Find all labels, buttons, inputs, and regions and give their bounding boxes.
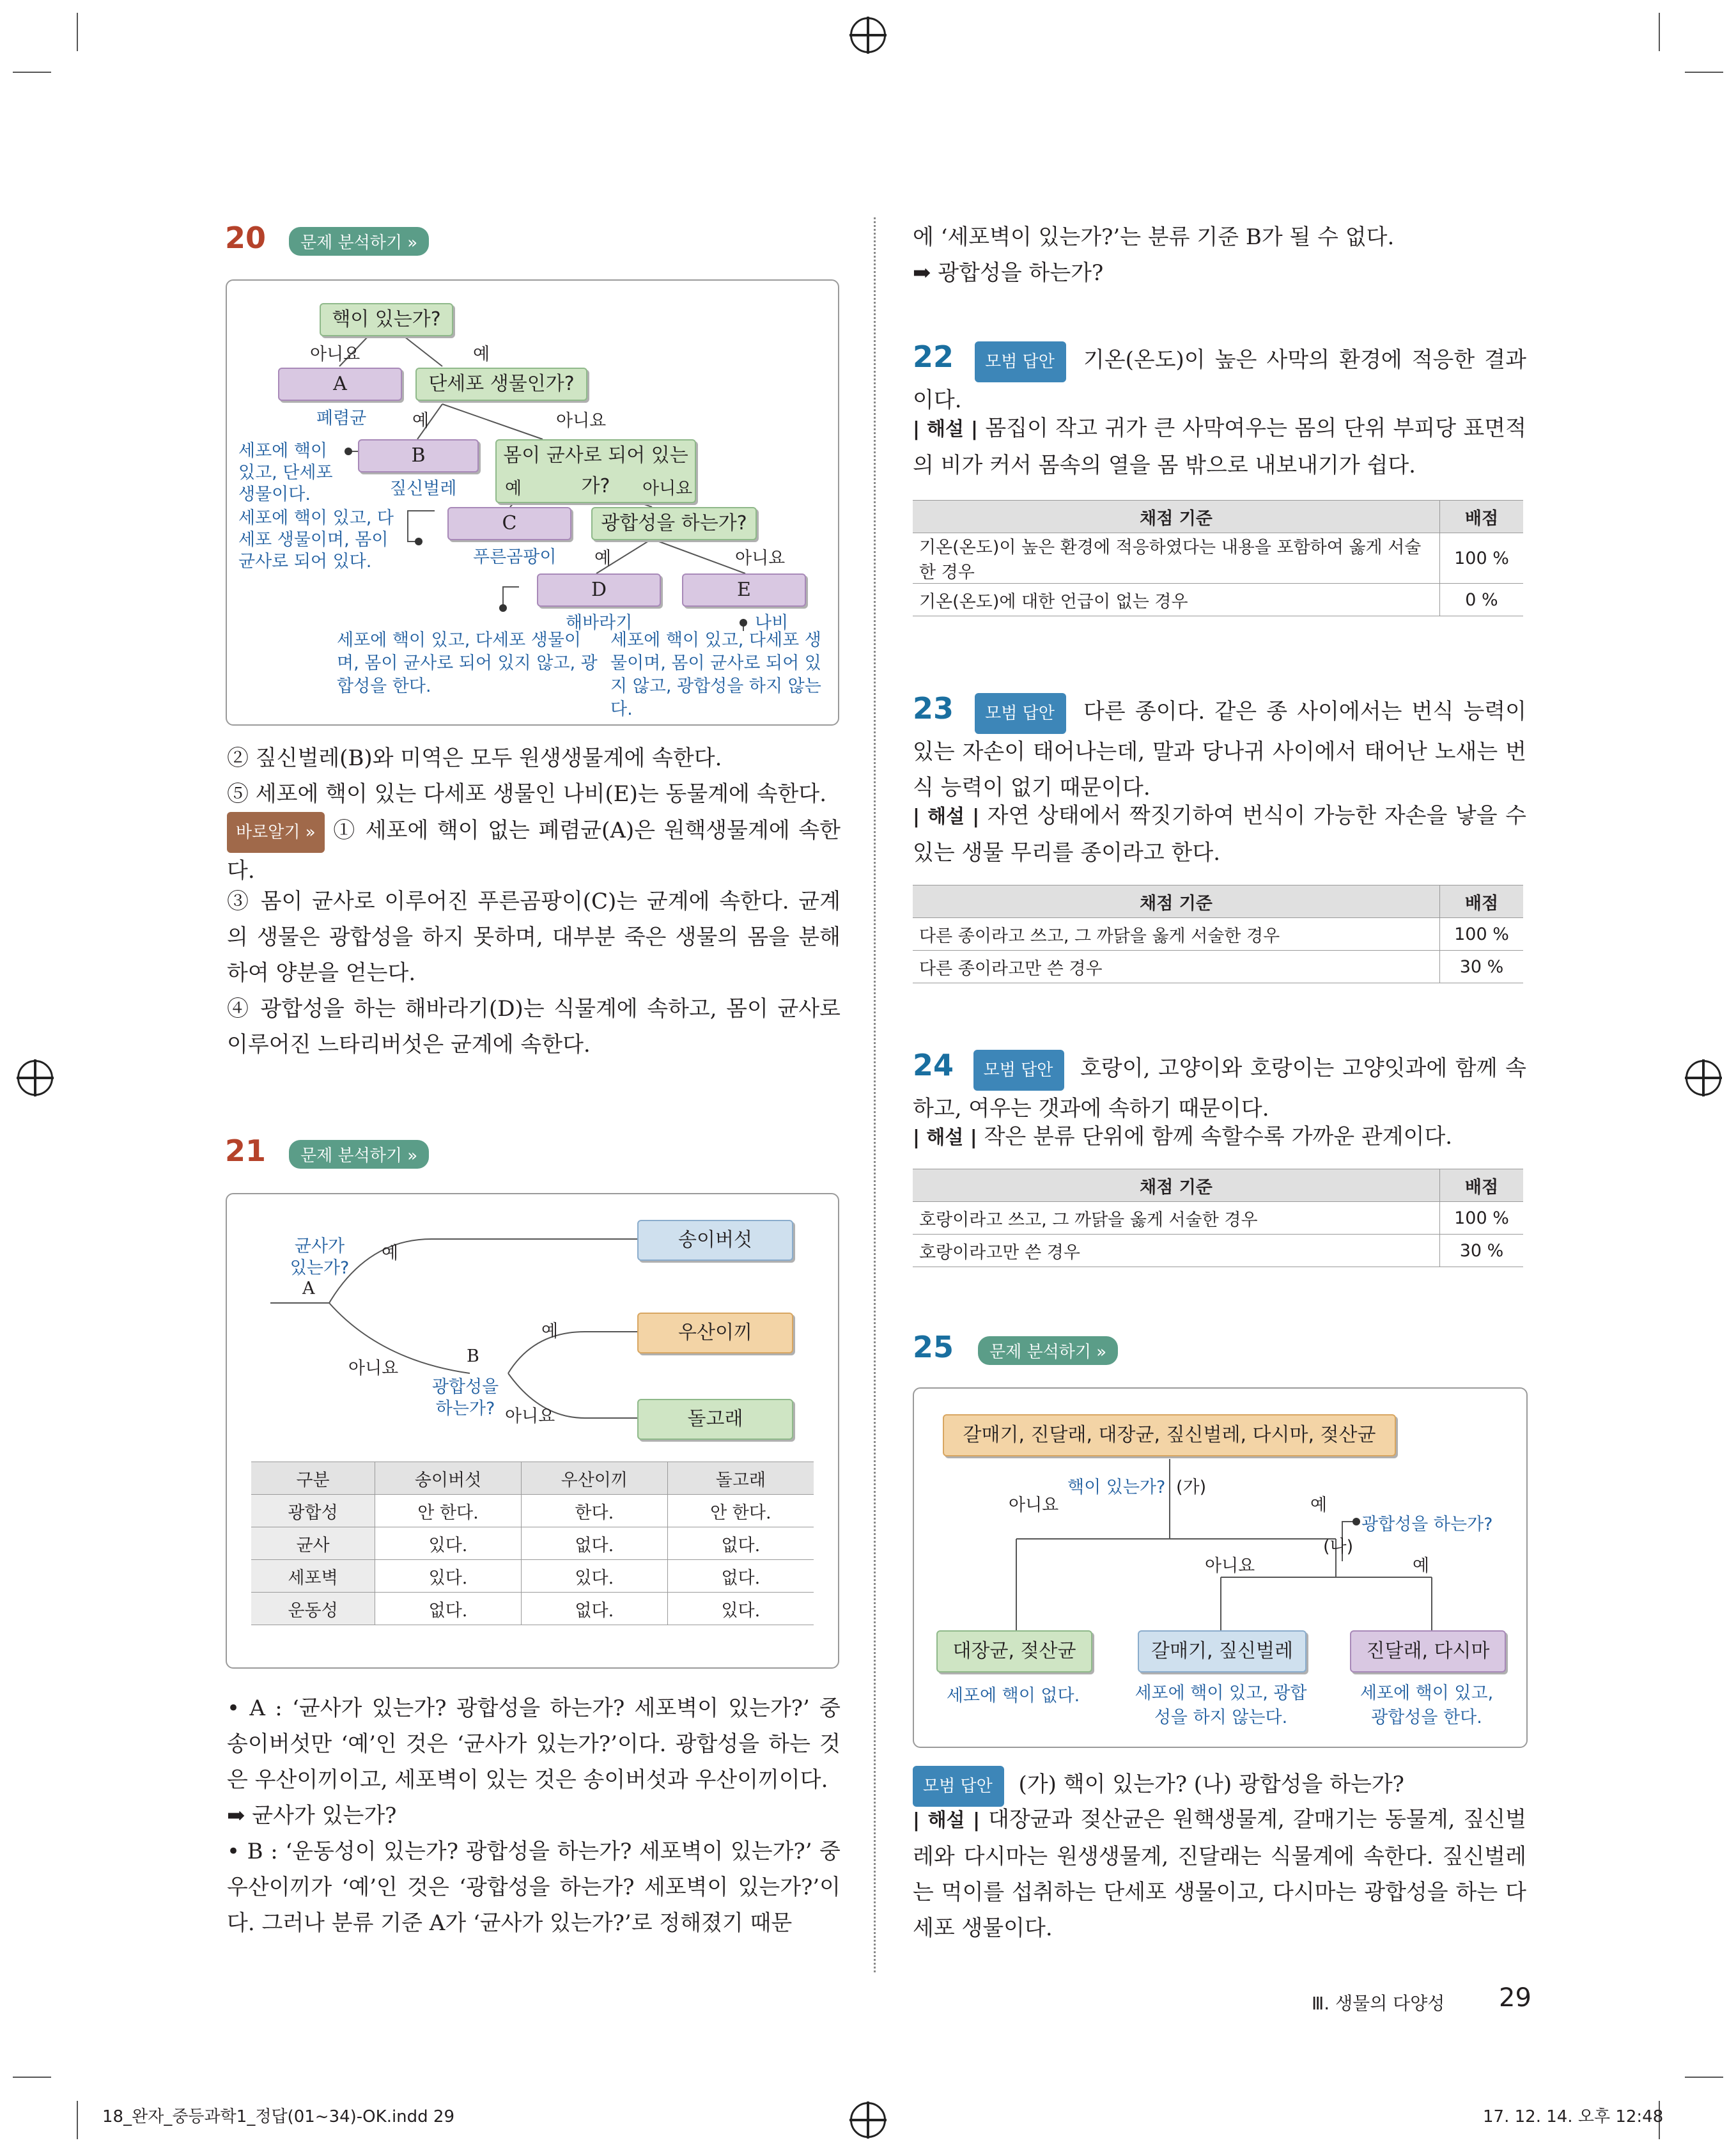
- q24-score-table: [913, 1169, 1523, 1267]
- q22-score-table: [913, 500, 1523, 616]
- table-cell: 한다.: [521, 1495, 667, 1527]
- score-header: 채점 기준: [913, 1169, 1440, 1202]
- table-row: [913, 918, 1523, 951]
- table-header: 돌고래: [667, 1462, 814, 1495]
- q21-leaf-2: 우산이끼: [637, 1313, 793, 1353]
- question-number-24: 24: [913, 1048, 954, 1082]
- q21-text-B: • B : ‘운동성이 있는가? 광합성을 하는가? 세포벽이 있는가?’ 중 우산이끼가 ‘예’인 것은 ‘광합성을 하는가? 세포벽이 있는가?’이다. 그러나 분류 기준 A가 ‘균사가 있는가?’로 정해졌기 때문: [227, 1839, 841, 1936]
- table-cell: 있다.: [667, 1593, 814, 1625]
- q21-arrow-A: ➡ 균사가 있는가?: [227, 1803, 397, 1828]
- table-cell: 광합성: [251, 1495, 375, 1527]
- question-number-21: 21: [225, 1134, 267, 1168]
- crop-mark: [1685, 72, 1723, 73]
- q21-table: [251, 1462, 814, 1625]
- analysis-badge-21: 문제 분석하기 »: [289, 1140, 429, 1169]
- table-cell: 안 한다.: [667, 1495, 814, 1527]
- q20-fix-text: ① 세포에 핵이 없는 폐렴균(A)은 원핵생물계에 속한다.: [227, 818, 841, 884]
- q24-answer-block: [913, 1047, 1526, 1127]
- q23-score-table: [913, 885, 1523, 983]
- q25-leaf-1-note: 세포에 핵이 없다.: [946, 1686, 1080, 1706]
- q25-answer-block: [913, 1766, 1526, 1807]
- q25-leaf-3: 진달래, 다시마: [1350, 1630, 1506, 1672]
- q20-line-4: ④ 광합성을 하는 해바라기(D)는 식물계에 속하고, 몸이 균사로 이루어진 느타리버섯은 균계에 속한다.: [227, 996, 841, 1057]
- q25-label-ga: (가): [1176, 1478, 1207, 1497]
- score-header: 배점: [1440, 885, 1524, 918]
- q24-explanation: 작은 분류 단위에 함께 속할수록 가까운 관계이다.: [984, 1124, 1453, 1150]
- score-criterion: 다른 종이라고만 쓴 경우: [913, 951, 1440, 983]
- table-row: [251, 1593, 814, 1625]
- score-value: 0 %: [1440, 584, 1524, 616]
- q22-explanation-block: [913, 410, 1526, 483]
- score-header: 배점: [1440, 1169, 1524, 1202]
- table-row: [251, 1527, 814, 1560]
- q21-node-A: A: [302, 1279, 315, 1298]
- q20-C-note: 세포에 핵이 있고, 다세포 생물이며, 몸이 균사로 되어 있다.: [238, 508, 394, 572]
- q21-leaf-1: 송이버섯: [637, 1220, 793, 1261]
- crop-mark: [77, 13, 78, 51]
- q21-leaf-3: 돌고래: [637, 1399, 793, 1440]
- table-cell: 안 한다.: [375, 1495, 522, 1527]
- q24-explanation-block: [913, 1119, 1526, 1156]
- table-row: [913, 1235, 1523, 1267]
- q22-explanation: 몸집이 작고 귀가 큰 사막여우는 몸의 단위 부피당 표면적의 비가 커서 몸속의 열을 몸 밖으로 내보내기가 쉽다.: [913, 416, 1526, 478]
- score-header: 채점 기준: [913, 501, 1440, 533]
- crop-mark: [13, 72, 51, 73]
- explanation-label: | 해설 |: [913, 1809, 980, 1832]
- crop-mark: [77, 2101, 78, 2139]
- q21-diagram-frame: [226, 1193, 839, 1669]
- explanation-label: | 해설 |: [913, 806, 980, 828]
- score-value: 100 %: [1440, 533, 1524, 584]
- score-criterion: 기온(온도)이 높은 환경에 적응하였다는 내용을 포함하여 옳게 서술한 경우: [913, 533, 1440, 584]
- page-number: 29: [1499, 1983, 1531, 2013]
- score-criterion: 기온(온도)에 대한 언급이 없는 경우: [913, 584, 1440, 616]
- table-cell: 없다.: [521, 1527, 667, 1560]
- q20-line-1: ② 짚신벌레(B)와 미역은 모두 원생생물계에 속한다.: [227, 745, 722, 771]
- model-answer-badge: 모범 답안: [973, 1050, 1065, 1091]
- q23-answer: 다른 종이다. 같은 종 사이에서는 번식 능력이 있는 자손이 태어나는데, 말과 당나귀 사이에서 태어난 노새는 번식 능력이 없기 때문이다.: [913, 699, 1526, 800]
- q20-node-C: C: [447, 507, 571, 540]
- q20-node-E: E: [682, 573, 806, 607]
- q21-yes-A: 예: [382, 1244, 399, 1263]
- q20-no-label: 아니요: [735, 549, 786, 568]
- question-number-25: 25: [913, 1330, 954, 1364]
- q25-explanation: 대장균과 젖산균은 원핵생물계, 갈매기는 동물계, 짚신벌레와 다시마는 원생생물계, 진달래는 식물계에 속한다. 짚신벌레는 먹이를 섭취하는 단세포 생물이고, 다시마는 광합성을 하는 다세포 생물이다.: [913, 1807, 1526, 1941]
- analysis-badge-20: 문제 분석하기 »: [289, 227, 429, 256]
- table-row: [913, 584, 1523, 616]
- q23-explanation-block: [913, 798, 1526, 871]
- q24-answer: 호랑이, 고양이와 호랑이는 고양잇과에 함께 속하고, 여우는 갯과에 속하기 때문이다.: [913, 1056, 1527, 1121]
- q21-B-question: 광합성을 하는가?: [431, 1377, 499, 1419]
- q22-answer: 기온(온도)이 높은 사막의 환경에 적응한 결과이다.: [913, 347, 1526, 413]
- q25-label-na: (나): [1323, 1537, 1354, 1557]
- table-row: [913, 533, 1523, 584]
- score-value: 100 %: [1440, 918, 1524, 951]
- table-cell: 있다.: [375, 1560, 522, 1593]
- q25-leaf-3-note: 세포에 핵이 있고, 광합성을 한다.: [1360, 1683, 1494, 1727]
- question-number-20: 20: [225, 221, 267, 255]
- q23-explanation: 자연 상태에서 짝짓기하여 번식이 가능한 자손을 낳을 수 있는 생물 무리를 종이라고 한다.: [913, 803, 1526, 866]
- q25-leaf-2-note: 세포에 핵이 있고, 광합성을 하지 않는다.: [1135, 1683, 1307, 1727]
- table-row: [251, 1495, 814, 1527]
- q20-D-name: 해바라기: [566, 613, 633, 633]
- q21-arrow-B: ➡ 광합성을 하는가?: [913, 260, 1104, 286]
- q20-D-note: 세포에 핵이 있고, 다세포 생물이며, 몸이 균사로 되어 있지 않고, 광합성을 한다.: [337, 630, 598, 696]
- q25-explanation-block: [913, 1802, 1526, 1946]
- q20-yes-label: 예: [412, 411, 430, 431]
- q20-yes-label: 예: [473, 345, 490, 364]
- table-cell: 없다.: [667, 1560, 814, 1593]
- q20-line-3: ③ 몸이 균사로 이루어진 푸른곰팡이(C)는 균계에 속한다. 균계의 생물은 광합성을 하지 못하며, 대부분 죽은 생물의 몸을 분해하여 양분을 얻는다.: [227, 889, 841, 986]
- crop-mark: [1659, 13, 1660, 51]
- table-cell: 균사: [251, 1527, 375, 1560]
- registration-mark: [850, 17, 886, 53]
- q21-node-B: B: [467, 1346, 479, 1366]
- q25-yes-2: 예: [1413, 1556, 1430, 1576]
- q25-top-node: 갈매기, 진달래, 대장균, 짚신벌레, 다시마, 젖산균: [943, 1414, 1396, 1456]
- fix-badge: 바로알기 »: [227, 812, 325, 853]
- q25-question-na: 광합성을 하는가?: [1361, 1515, 1493, 1534]
- registration-mark: [850, 2102, 886, 2138]
- table-row: [913, 951, 1523, 983]
- q25-leaf-2: 갈매기, 짚신벌레: [1138, 1630, 1306, 1672]
- q25-leaf-1: 대장균, 젖산균: [936, 1630, 1092, 1672]
- score-criterion: 다른 종이라고 쓰고, 그 까닭을 옳게 서술한 경우: [913, 918, 1440, 951]
- q20-no-label: 아니요: [310, 345, 360, 364]
- registration-mark: [17, 1060, 53, 1096]
- explanation-label: | 해설 |: [913, 418, 978, 441]
- q23-answer-block: [913, 690, 1526, 806]
- question-number-23: 23: [913, 691, 954, 726]
- q20-no-label: 아니요: [642, 479, 693, 499]
- question-number-22: 22: [913, 339, 954, 374]
- table-cell: 없다.: [521, 1593, 667, 1625]
- score-value: 30 %: [1440, 951, 1524, 983]
- table-header: 송이버섯: [375, 1462, 522, 1495]
- q25-answer: (가) 핵이 있는가? (나) 광합성을 하는가?: [1018, 1772, 1404, 1797]
- file-name: 18_완자_중등과학1_정답(01~34)-OK.indd 29: [102, 2107, 455, 2126]
- q20-hyphae-node: 몸이 균사로 되어 있는가?: [495, 439, 696, 503]
- table-row: [251, 1560, 814, 1593]
- crop-mark: [13, 2077, 51, 2078]
- table-header: 구분: [251, 1462, 375, 1495]
- score-value: 100 %: [1440, 1202, 1524, 1235]
- q20-E-name: 나비: [755, 613, 789, 633]
- crop-mark: [1685, 2077, 1723, 2078]
- q25-no-1: 아니요: [1009, 1495, 1059, 1515]
- q20-fix: [227, 812, 841, 889]
- score-criterion: 호랑이라고 쓰고, 그 까닭을 옳게 서술한 경우: [913, 1202, 1440, 1235]
- q22-answer-block: [913, 339, 1526, 418]
- q20-diagram-frame: [226, 279, 839, 726]
- q21-text-A: • A : ‘균사가 있는가? 광합성을 하는가? 세포벽이 있는가?’ 중 송이버섯만 ‘예’인 것은 ‘균사가 있는가?’이다. 광합성을 하는 것은 우산이끼이고, 세포벽이 있는 것은 송이버섯과 우산이끼이다.: [227, 1696, 841, 1793]
- model-answer-badge: 모범 답안: [975, 693, 1066, 734]
- table-cell: 운동성: [251, 1593, 375, 1625]
- q20-A-name: 폐렴균: [316, 409, 367, 428]
- q20-line-2: ⑤ 세포에 핵이 있는 다세포 생물인 나비(E)는 동물계에 속한다.: [227, 781, 827, 807]
- q21-no-B: 아니요: [505, 1407, 555, 1426]
- analysis-badge-25: 문제 분석하기 »: [978, 1336, 1118, 1365]
- q25-question-ga: 핵이 있는가?: [1067, 1478, 1166, 1497]
- q20-yes-label: 예: [594, 549, 612, 568]
- q21-no-A: 아니요: [348, 1359, 399, 1378]
- q20-no-label: 아니요: [556, 411, 607, 431]
- table-cell: 있다.: [521, 1560, 667, 1593]
- table-row: [913, 1202, 1523, 1235]
- print-date: 17. 12. 14. 오후 12:48: [1483, 2107, 1664, 2126]
- score-criterion: 호랑이라고만 쓴 경우: [913, 1235, 1440, 1267]
- q21-yes-B: 예: [541, 1322, 559, 1341]
- model-answer-badge: 모범 답안: [975, 341, 1066, 382]
- table-cell: 없다.: [667, 1527, 814, 1560]
- q25-diagram-frame: [913, 1387, 1528, 1748]
- q20-C-name: 푸른곰팡이: [473, 547, 557, 567]
- q20-B-name: 짚신벌레: [390, 479, 457, 499]
- registration-mark: [1686, 1060, 1721, 1096]
- score-header: 배점: [1440, 501, 1524, 533]
- model-answer-badge: 모범 답안: [913, 1766, 1004, 1807]
- q20-B-note: 세포에 핵이 있고, 단세포 생물이다.: [238, 441, 333, 504]
- section-title: Ⅲ. 생물의 다양성: [1312, 1993, 1445, 2014]
- q21-A-question: 균사가 있는가?: [290, 1236, 350, 1278]
- table-cell: 있다.: [375, 1527, 522, 1560]
- table-header: 우산이끼: [521, 1462, 667, 1495]
- q21-continuation: 에 ‘세포벽이 있는가?’는 분류 기준 B가 될 수 없다.: [913, 224, 1395, 250]
- score-value: 30 %: [1440, 1235, 1524, 1267]
- column-divider: [874, 217, 876, 1972]
- q20-E-note: 세포에 핵이 있고, 다세포 생물이며, 몸이 균사로 되어 있지 않고, 광합성을 하지 않는다.: [610, 630, 821, 719]
- q20-root-node: 핵이 있는가?: [320, 303, 453, 336]
- table-cell: 세포벽: [251, 1560, 375, 1593]
- q25-yes-1: 예: [1310, 1495, 1328, 1515]
- q20-node-D: D: [537, 573, 661, 607]
- table-cell: 없다.: [375, 1593, 522, 1625]
- q20-photo-node: 광합성을 하는가?: [591, 507, 757, 540]
- explanation-label: | 해설 |: [913, 1127, 977, 1149]
- q20-node-B: B: [358, 439, 479, 472]
- q20-unicellular-node: 단세포 생물인가?: [415, 368, 587, 401]
- q25-no-2: 아니요: [1205, 1556, 1255, 1576]
- q20-yes-label: 예: [505, 479, 522, 499]
- q20-node-A: A: [278, 368, 402, 401]
- score-header: 채점 기준: [913, 885, 1440, 918]
